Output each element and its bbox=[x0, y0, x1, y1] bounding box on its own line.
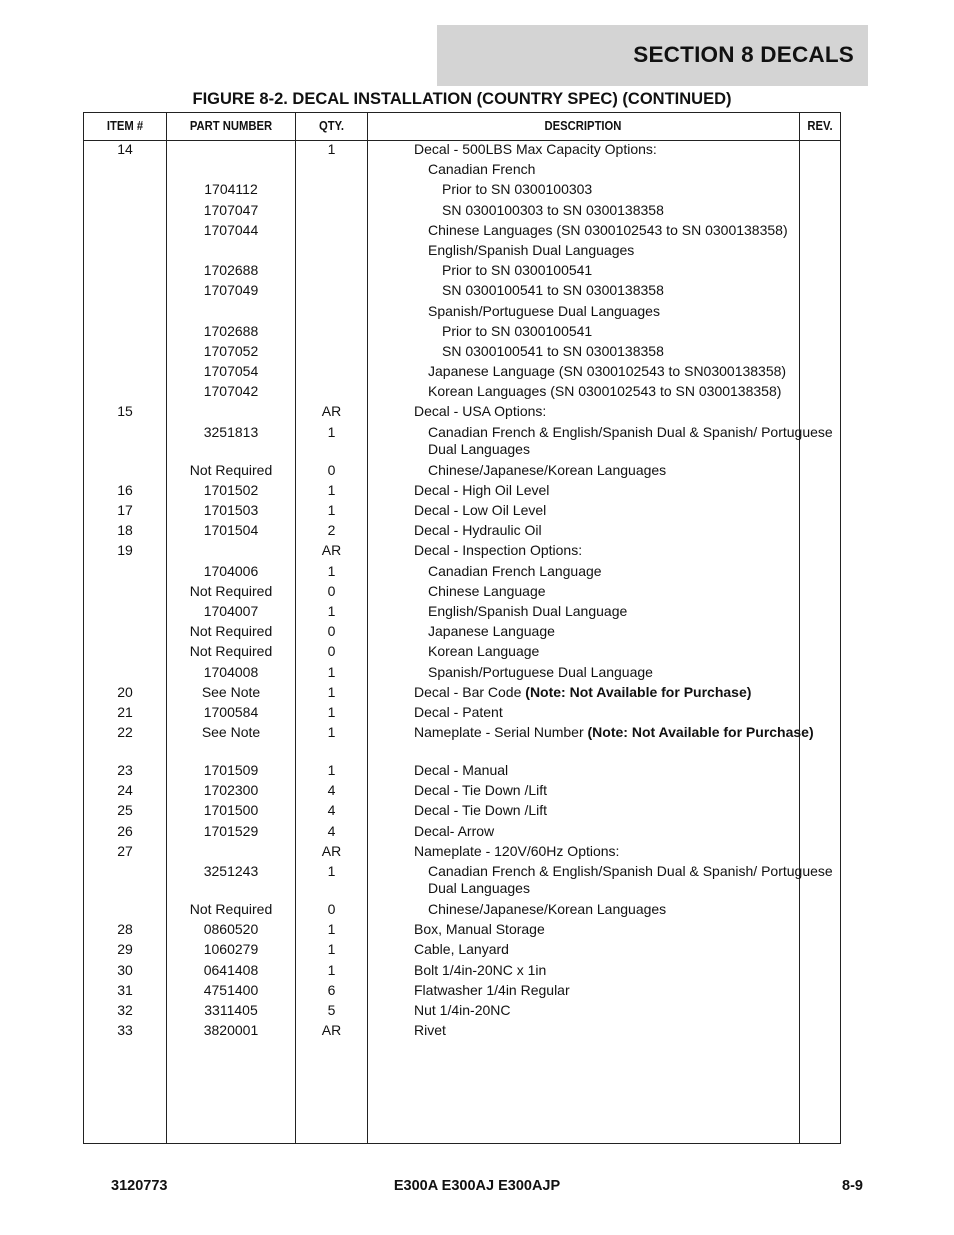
row-description-text: SN 0300100541 to SN 0300138358 bbox=[442, 342, 664, 359]
table-row bbox=[84, 921, 840, 941]
row-item-number: 14 bbox=[117, 141, 133, 157]
row-description-text: English/Spanish Dual Languages bbox=[428, 241, 635, 258]
table-row bbox=[84, 502, 840, 522]
row-description bbox=[368, 863, 858, 897]
table-row bbox=[84, 563, 840, 583]
row-description-text: Canadian French bbox=[428, 161, 536, 178]
header-qty: QTY. bbox=[318, 119, 345, 133]
row-quantity: 1 bbox=[327, 502, 336, 518]
row-quantity: 1 bbox=[327, 683, 336, 700]
row-item-number: 33 bbox=[117, 1022, 133, 1039]
row-description-note: (Note: Not Available for Purchase) bbox=[587, 724, 814, 741]
row-description-text: Chinese Language bbox=[428, 582, 546, 599]
row-item-number: 15 bbox=[117, 403, 133, 420]
table-row bbox=[84, 323, 840, 343]
row-quantity: 1 bbox=[327, 724, 336, 741]
row-description-text: Decal - Tie Down /Lift bbox=[414, 802, 548, 819]
row-description-text: Decal - 500LBS Max Capacity Options: bbox=[414, 141, 657, 157]
row-quantity: 1 bbox=[327, 961, 336, 978]
row-description bbox=[368, 141, 844, 158]
row-description bbox=[368, 522, 844, 539]
table-row bbox=[84, 282, 840, 302]
row-quantity: 5 bbox=[327, 1001, 336, 1018]
row-quantity: 1 bbox=[327, 663, 336, 680]
row-description bbox=[368, 343, 872, 360]
row-part-number: Not Required bbox=[189, 582, 273, 599]
row-quantity: AR bbox=[321, 1022, 342, 1039]
row-description bbox=[368, 403, 844, 420]
row-item-number: 30 bbox=[117, 961, 133, 978]
row-part-number: Not Required bbox=[189, 901, 273, 917]
row-item-number: 24 bbox=[117, 782, 133, 799]
table-row bbox=[84, 363, 840, 383]
row-part-number: 1701509 bbox=[203, 762, 259, 779]
row-description bbox=[368, 502, 844, 519]
table-row bbox=[84, 603, 840, 623]
footer-page-number: 8-9 bbox=[842, 1178, 863, 1194]
table-row bbox=[84, 383, 840, 403]
row-description-text: Decal - Bar Code bbox=[414, 683, 526, 700]
row-item-number: 20 bbox=[117, 683, 133, 700]
row-description-text: Decal - USA Options: bbox=[414, 403, 547, 420]
row-description-text: Rivet bbox=[414, 1022, 446, 1039]
figure-title: FIGURE 8-2. DECAL INSTALLATION (COUNTRY SPEC) (CONTINUED) bbox=[192, 90, 732, 108]
row-quantity: 1 bbox=[327, 762, 336, 779]
row-item-number: 21 bbox=[117, 703, 133, 720]
row-description bbox=[368, 843, 844, 860]
table-row bbox=[84, 901, 840, 921]
row-item-number: 27 bbox=[117, 842, 133, 859]
header-part-number: PART NUMBER bbox=[189, 119, 273, 133]
table-row bbox=[84, 522, 840, 542]
table-row bbox=[84, 262, 840, 282]
row-quantity: 1 bbox=[327, 423, 336, 440]
row-description-text: Prior to SN 0300100541 bbox=[442, 322, 593, 339]
row-part-number: 1707054 bbox=[203, 363, 259, 380]
row-part-number: 4751400 bbox=[203, 981, 259, 998]
row-description-text: Korean Language bbox=[428, 643, 540, 660]
row-part-number: Not Required bbox=[189, 623, 273, 640]
row-part-number: 3251243 bbox=[203, 863, 259, 879]
row-description-text: Chinese Languages (SN 0300102543 to SN 0300138358) bbox=[428, 221, 788, 238]
header-item: ITEM # bbox=[106, 119, 144, 133]
row-description-text: Canadian French & English/Spanish Dual & Spanish/ Portuguese Dual Languages bbox=[428, 423, 833, 457]
row-description-text: Chinese/Japanese/Korean Languages bbox=[428, 461, 667, 478]
table-row bbox=[84, 202, 840, 222]
row-description bbox=[368, 962, 844, 979]
row-quantity: 6 bbox=[327, 981, 336, 998]
row-description-text: Nameplate - Serial Number bbox=[414, 724, 588, 741]
table-row bbox=[84, 242, 840, 262]
row-quantity: 4 bbox=[327, 822, 336, 839]
row-description bbox=[368, 161, 858, 178]
row-description bbox=[368, 303, 858, 320]
row-quantity: AR bbox=[321, 542, 342, 559]
row-item-number: 17 bbox=[117, 502, 133, 518]
row-part-number: 1704112 bbox=[204, 181, 258, 198]
row-description bbox=[368, 482, 844, 499]
row-item-number: 22 bbox=[117, 724, 133, 741]
row-quantity: 1 bbox=[327, 141, 336, 157]
table-row bbox=[84, 704, 840, 724]
table-body bbox=[84, 141, 840, 1042]
row-description bbox=[368, 724, 844, 741]
section-banner bbox=[437, 25, 868, 86]
row-quantity: 0 bbox=[327, 582, 336, 599]
row-description bbox=[368, 262, 872, 279]
row-description-text: Bolt 1/4in-20NC x 1in bbox=[414, 961, 547, 978]
row-description-text: Decal - Low Oil Level bbox=[414, 502, 547, 518]
row-part-number: 3311405 bbox=[204, 1001, 258, 1018]
row-quantity: 0 bbox=[327, 643, 336, 660]
row-description bbox=[368, 181, 872, 198]
row-description bbox=[368, 563, 858, 580]
footer-document-number: 3120773 bbox=[111, 1178, 168, 1194]
table-row bbox=[84, 1022, 840, 1042]
table-row bbox=[84, 161, 840, 181]
row-item-number: 26 bbox=[117, 822, 133, 839]
row-description bbox=[368, 823, 844, 840]
table-row bbox=[84, 623, 840, 643]
row-part-number: 1701504 bbox=[203, 522, 259, 539]
row-description-text: English/Spanish Dual Language bbox=[428, 602, 628, 619]
table-row bbox=[84, 941, 840, 961]
row-description bbox=[368, 383, 858, 400]
header-rev: REV. bbox=[807, 119, 833, 133]
row-item-number: 29 bbox=[117, 941, 133, 958]
row-part-number: 1707044 bbox=[203, 221, 259, 238]
table-row bbox=[84, 303, 840, 323]
row-part-number: 1702688 bbox=[203, 262, 259, 279]
row-description-text: Decal- Arrow bbox=[414, 822, 495, 839]
table-row bbox=[84, 684, 840, 704]
row-part-number: 1700584 bbox=[203, 703, 259, 720]
row-quantity: AR bbox=[321, 842, 342, 859]
row-description bbox=[368, 982, 844, 999]
row-description-text: Spanish/Portuguese Dual Languages bbox=[428, 302, 660, 319]
row-quantity: 2 bbox=[327, 522, 336, 539]
row-quantity: 1 bbox=[327, 562, 336, 579]
row-part-number: 1702688 bbox=[203, 322, 259, 339]
row-quantity: 0 bbox=[327, 623, 336, 640]
table-row bbox=[84, 482, 840, 502]
row-description-text: Japanese Language (SN 0300102543 to SN0300138358) bbox=[428, 363, 787, 380]
row-quantity: 1 bbox=[327, 481, 336, 498]
row-part-number: 1707052 bbox=[203, 342, 259, 359]
row-item-number: 19 bbox=[117, 542, 133, 559]
row-part-number: 1704008 bbox=[203, 663, 259, 680]
section-title: SECTION 8 DECALS bbox=[633, 42, 854, 67]
row-description-text: Japanese Language bbox=[428, 623, 555, 640]
row-part-number: 1707042 bbox=[203, 383, 259, 400]
table-row bbox=[84, 222, 840, 242]
row-description-text: Canadian French & English/Spanish Dual & Spanish/ Portuguese Dual Languages bbox=[428, 863, 833, 896]
row-description bbox=[368, 424, 858, 458]
table-row bbox=[84, 1002, 840, 1022]
row-quantity: 1 bbox=[327, 941, 336, 958]
row-description bbox=[368, 762, 844, 779]
table-row bbox=[84, 181, 840, 201]
row-description-text: Chinese/Japanese/Korean Languages bbox=[428, 901, 667, 917]
row-part-number: See Note bbox=[201, 724, 261, 741]
row-item-number: 32 bbox=[117, 1001, 133, 1018]
row-description-text: Nut 1/4in-20NC bbox=[414, 1001, 511, 1018]
row-description bbox=[368, 664, 858, 681]
row-description bbox=[368, 323, 872, 340]
row-description bbox=[368, 643, 858, 660]
row-description bbox=[368, 462, 858, 479]
row-description-text: Decal - Tie Down /Lift bbox=[414, 782, 548, 799]
row-quantity: 0 bbox=[327, 461, 336, 478]
row-quantity: 1 bbox=[327, 921, 336, 938]
footer-model-names: E300A E300AJ E300AJP bbox=[393, 1178, 561, 1194]
row-part-number: 1701500 bbox=[203, 802, 259, 819]
table-row bbox=[84, 762, 840, 782]
row-description bbox=[368, 363, 858, 380]
row-description bbox=[368, 1002, 844, 1019]
row-item-number: 18 bbox=[117, 522, 133, 539]
row-part-number: Not Required bbox=[189, 461, 273, 478]
row-description bbox=[368, 583, 858, 600]
row-description-text: Cable, Lanyard bbox=[414, 941, 509, 958]
table-header bbox=[84, 113, 840, 141]
row-description bbox=[368, 222, 858, 239]
table-row bbox=[84, 424, 840, 462]
row-description bbox=[368, 603, 858, 620]
row-part-number: 3820001 bbox=[203, 1022, 259, 1039]
header-description: DESCRIPTION bbox=[544, 119, 622, 133]
row-quantity: 1 bbox=[327, 602, 336, 619]
table-row bbox=[84, 982, 840, 1002]
row-description-text: Prior to SN 0300100541 bbox=[442, 262, 593, 279]
row-description bbox=[368, 1022, 844, 1039]
table-row bbox=[84, 724, 840, 762]
row-quantity: 0 bbox=[327, 901, 336, 917]
table-row bbox=[84, 843, 840, 863]
row-description-text: Decal - High Oil Level bbox=[414, 481, 550, 498]
row-part-number: 1707047 bbox=[203, 201, 259, 218]
row-quantity: 1 bbox=[327, 703, 336, 720]
row-item-number: 25 bbox=[117, 802, 133, 819]
table-row bbox=[84, 802, 840, 822]
table-row bbox=[84, 664, 840, 684]
row-description-text: Decal - Manual bbox=[414, 762, 509, 779]
row-part-number: 0641408 bbox=[203, 961, 259, 978]
row-quantity: 4 bbox=[327, 802, 336, 819]
row-description bbox=[368, 802, 844, 819]
row-quantity: 1 bbox=[327, 863, 336, 879]
parts-table bbox=[83, 112, 841, 1144]
row-part-number: 1704007 bbox=[203, 602, 259, 619]
row-part-number: 1701529 bbox=[203, 822, 259, 839]
row-description bbox=[368, 542, 844, 559]
table-row bbox=[84, 962, 840, 982]
row-description bbox=[368, 242, 858, 259]
row-description-text: Decal - Patent bbox=[414, 703, 503, 720]
row-part-number: 3251813 bbox=[203, 423, 259, 440]
row-description-text: SN 0300100303 to SN 0300138358 bbox=[442, 201, 664, 218]
row-part-number: 1701502 bbox=[203, 481, 259, 498]
row-description-text: Spanish/Portuguese Dual Language bbox=[428, 663, 653, 680]
row-quantity: AR bbox=[321, 403, 342, 420]
row-item-number: 16 bbox=[117, 481, 133, 498]
row-item-number: 28 bbox=[117, 921, 133, 938]
row-description bbox=[368, 782, 844, 799]
row-part-number: 0860520 bbox=[203, 921, 259, 938]
row-description-text: Decal - Inspection Options: bbox=[414, 542, 583, 559]
table-row bbox=[84, 462, 840, 482]
row-description-text: Prior to SN 0300100303 bbox=[442, 181, 593, 198]
row-part-number: 1704006 bbox=[203, 562, 259, 579]
table-row bbox=[84, 343, 840, 363]
row-description-text: Nameplate - 120V/60Hz Options: bbox=[414, 842, 620, 859]
row-description-text: Canadian French Language bbox=[428, 562, 602, 579]
row-description-text: Flatwasher 1/4in Regular bbox=[414, 981, 570, 998]
row-description bbox=[368, 901, 858, 918]
table-row bbox=[84, 643, 840, 663]
table-row bbox=[84, 141, 840, 161]
row-item-number: 31 bbox=[117, 981, 133, 998]
row-description bbox=[368, 704, 844, 721]
row-part-number: See Note bbox=[201, 683, 261, 700]
table-row bbox=[84, 542, 840, 562]
table-row bbox=[84, 782, 840, 802]
row-description bbox=[368, 684, 844, 701]
row-description bbox=[368, 921, 844, 938]
table-row bbox=[84, 863, 840, 901]
row-description-text: Decal - Hydraulic Oil bbox=[414, 522, 542, 539]
table-row bbox=[84, 823, 840, 843]
row-description bbox=[368, 202, 872, 219]
row-part-number: 1702300 bbox=[203, 782, 259, 799]
row-part-number: 1701503 bbox=[203, 502, 259, 518]
row-item-number: 23 bbox=[117, 762, 133, 779]
row-part-number: 1060279 bbox=[203, 941, 259, 958]
table-row bbox=[84, 403, 840, 423]
row-description bbox=[368, 941, 844, 958]
row-part-number: 1707049 bbox=[203, 282, 259, 299]
row-description-text: Korean Languages (SN 0300102543 to SN 0300138358) bbox=[428, 383, 782, 400]
row-description-note: (Note: Not Available for Purchase) bbox=[525, 683, 752, 700]
row-description bbox=[368, 282, 872, 299]
row-description-text: Box, Manual Storage bbox=[414, 921, 545, 938]
row-description bbox=[368, 623, 858, 640]
row-part-number: Not Required bbox=[189, 643, 273, 660]
row-quantity: 4 bbox=[327, 782, 336, 799]
row-description-text: SN 0300100541 to SN 0300138358 bbox=[442, 282, 664, 299]
table-row bbox=[84, 583, 840, 603]
